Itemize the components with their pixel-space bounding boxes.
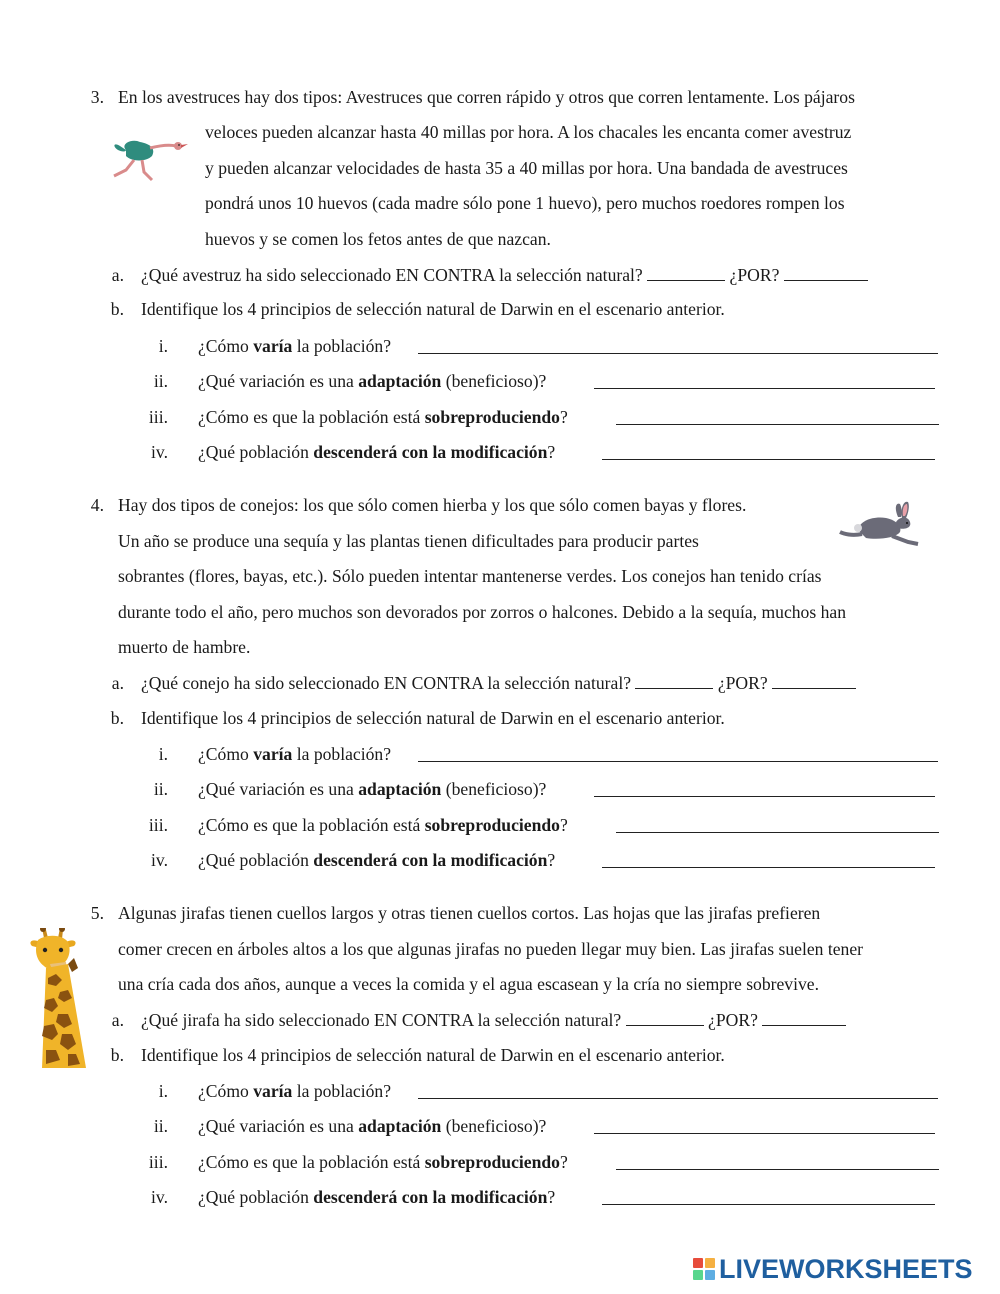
q4-a-por: ¿POR? <box>717 673 768 693</box>
q4-i-label: i. <box>158 744 168 764</box>
q5-ii-label: ii. <box>153 1116 168 1136</box>
q4-iv-question: ¿Qué población descenderá con la modificación? <box>198 850 556 870</box>
q3-text-line-4: pondrá unos 10 huevos (cada madre sólo pone 1 huevo), pero muchos roedores rompen los <box>205 193 845 213</box>
q3-iv-answer-line[interactable] <box>602 459 935 460</box>
q4-text-line-4: durante todo el año, pero muchos son devorados por zorros o halcones. Debido a la sequía, muchos han <box>118 602 846 622</box>
q4-number: 4. <box>90 495 104 515</box>
q5-iii-label: iii. <box>148 1152 168 1172</box>
q5-ii-question: ¿Qué variación es una adaptación (beneficioso)? <box>198 1116 547 1136</box>
q4-iv-answer-line[interactable] <box>602 867 935 868</box>
q3-i-answer-line[interactable] <box>418 353 938 354</box>
q5-a-question <box>141 1009 846 1031</box>
q4-text-line-3: sobrantes (flores, bayas, etc.). Sólo pueden intentar mantenerse verdes. Los conejos han tenido crías <box>118 566 822 586</box>
q5-iv-answer-line[interactable] <box>602 1204 935 1205</box>
q4-i-question: ¿Cómo varía la población? <box>198 744 392 764</box>
logo-tile-v <box>693 1270 703 1280</box>
q3-b-label: b. <box>110 299 124 319</box>
q3-a-por: ¿POR? <box>729 265 780 285</box>
q5-iv-question: ¿Qué población descenderá con la modificación? <box>198 1187 556 1207</box>
q3-a-por-blank[interactable] <box>784 264 868 281</box>
q4-iii-label: iii. <box>148 815 168 835</box>
q4-a-answer-blank[interactable] <box>635 672 713 689</box>
q3-text-line-1: En los avestruces hay dos tipos: Avestruces que corren rápido y otros que corren lentamente. Los pájaros <box>118 87 855 107</box>
logo-tile-l <box>693 1258 703 1268</box>
q4-a-label: a. <box>111 673 124 693</box>
q3-iii-question: ¿Cómo es que la población está sobreproduciendo? <box>198 407 568 427</box>
q3-a-label: a. <box>111 265 124 285</box>
q4-ii-label: ii. <box>153 779 168 799</box>
logo-tile-e <box>705 1270 715 1280</box>
q3-a-question <box>141 264 868 286</box>
q3-text-line-2: veloces pueden alcanzar hasta 40 millas por hora. A los chacales les encanta comer avestruz <box>205 122 852 142</box>
q5-a-text: ¿Qué jirafa ha sido seleccionado EN CONTRA la selección natural? <box>141 1010 622 1030</box>
q3-a-answer-blank[interactable] <box>647 264 725 281</box>
q4-text-line-5: muerto de hambre. <box>118 637 251 657</box>
q3-text-line-3: y pueden alcanzar velocidades de hasta 35 a 40 millas por hora. Una bandada de avestruces <box>205 158 848 178</box>
q5-text-line-2: comer crecen en árboles altos a los que algunas jirafas no pueden llegar muy bien. Las jirafas suelen tener <box>118 939 863 959</box>
q5-text-line-1: Algunas jirafas tienen cuellos largos y otras tienen cuellos cortos. Las hojas que las jirafas prefieren <box>118 903 821 923</box>
q3-i-question: ¿Cómo varía la población? <box>198 336 392 356</box>
q5-ii-answer-line[interactable] <box>594 1133 935 1134</box>
q3-b-text: Identifique los 4 principios de selección natural de Darwin en el escenario anterior. <box>141 299 725 319</box>
q4-b-label: b. <box>110 708 124 728</box>
q3-text-line-5: huevos y se comen los fetos antes de que nazcan. <box>205 229 551 249</box>
q3-iv-label: iv. <box>151 442 168 462</box>
q3-i-label: i. <box>158 336 168 356</box>
q5-iv-label: iv. <box>151 1187 168 1207</box>
q3-iii-answer-line[interactable] <box>616 424 939 425</box>
q5-a-answer-blank[interactable] <box>626 1009 704 1026</box>
q3-iii-label: iii. <box>148 407 168 427</box>
giraffe-illustration <box>28 928 90 1068</box>
q3-number: 3. <box>90 87 104 107</box>
q5-i-question: ¿Cómo varía la población? <box>198 1081 392 1101</box>
q5-b-label: b. <box>110 1045 124 1065</box>
q4-a-text: ¿Qué conejo ha sido seleccionado EN CONTRA la selección natural? <box>141 673 632 693</box>
liveworksheets-logo[interactable] <box>693 1254 973 1284</box>
q3-ii-answer-line[interactable] <box>594 388 935 389</box>
q5-b-text: Identifique los 4 principios de selección natural de Darwin en el escenario anterior. <box>141 1045 725 1065</box>
q4-a-question <box>141 672 856 694</box>
q5-a-por-blank[interactable] <box>762 1009 846 1026</box>
q4-i-answer-line[interactable] <box>418 761 938 762</box>
logo-tiles-icon <box>693 1258 715 1280</box>
q3-iv-question: ¿Qué población descenderá con la modificación? <box>198 442 556 462</box>
q5-i-answer-line[interactable] <box>418 1098 938 1099</box>
q4-text-line-1: Hay dos tipos de conejos: los que sólo comen hierba y los que sólo comen bayas y flores. <box>118 495 747 515</box>
q3-ii-label: ii. <box>153 371 168 391</box>
ostrich-illustration <box>106 132 190 184</box>
q5-a-por: ¿POR? <box>708 1010 758 1030</box>
logo-tile-i <box>705 1258 715 1268</box>
q5-iii-question: ¿Cómo es que la población está sobreproduciendo? <box>198 1152 568 1172</box>
q3-ii-question: ¿Qué variación es una adaptación (beneficioso)? <box>198 371 547 391</box>
q4-text-line-2: Un año se produce una sequía y las plantas tienen dificultades para producir partes <box>118 531 699 551</box>
q4-iv-label: iv. <box>151 850 168 870</box>
q4-ii-answer-line[interactable] <box>594 796 935 797</box>
q5-number: 5. <box>90 903 104 923</box>
q4-ii-question: ¿Qué variación es una adaptación (beneficioso)? <box>198 779 547 799</box>
q5-a-label: a. <box>111 1010 124 1030</box>
q4-iii-question: ¿Cómo es que la población está sobreproduciendo? <box>198 815 568 835</box>
q5-i-label: i. <box>158 1081 168 1101</box>
q4-a-por-blank[interactable] <box>772 672 856 689</box>
q4-b-text: Identifique los 4 principios de selección natural de Darwin en el escenario anterior. <box>141 708 725 728</box>
q4-iii-answer-line[interactable] <box>616 832 939 833</box>
q3-a-text: ¿Qué avestruz ha sido seleccionado EN CONTRA la selección natural? <box>141 265 643 285</box>
q5-text-line-3: una cría cada dos años, aunque a veces la comida y el agua escasean y la cría no siempre sobrevive. <box>118 974 820 994</box>
logo-wordmark: LIVEWORKSHEETS <box>719 1253 973 1284</box>
rabbit-illustration <box>838 498 922 548</box>
q5-iii-answer-line[interactable] <box>616 1169 939 1170</box>
